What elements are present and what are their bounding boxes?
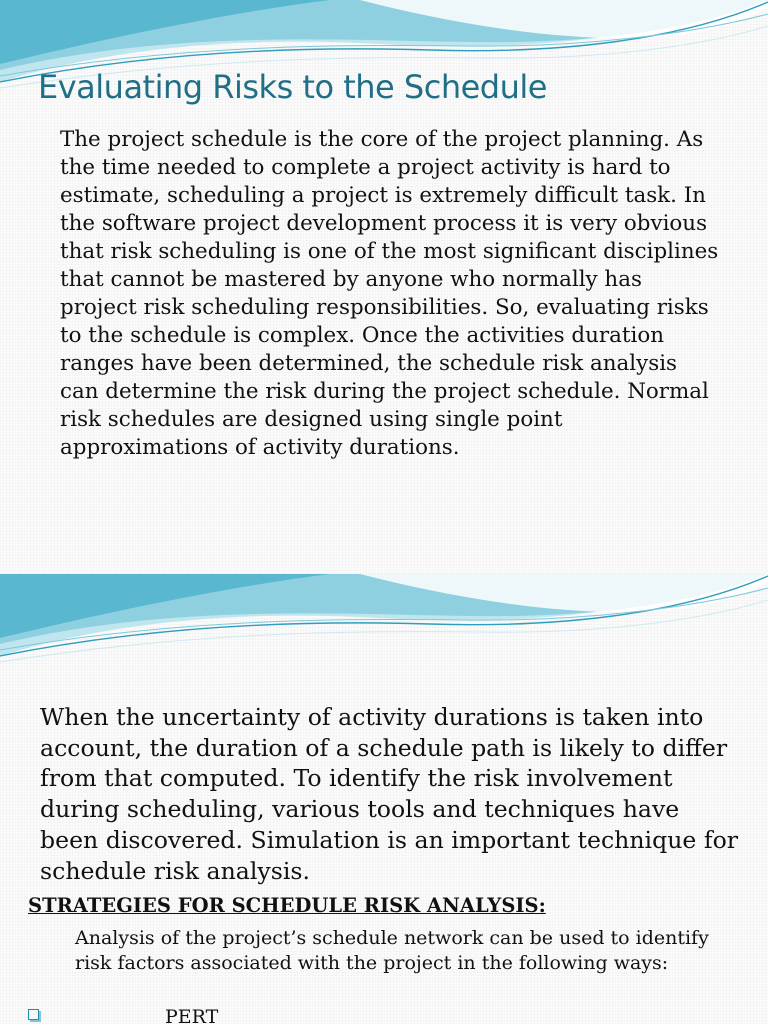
slide-2 [0, 574, 768, 1024]
bullet-label: PERT [165, 1006, 219, 1024]
slide-title: Evaluating Risks to the Schedule [38, 68, 547, 106]
hollow-square-bullet-icon [28, 1009, 39, 1020]
bullet-item [28, 1004, 328, 1024]
header-wave-decoration [0, 574, 768, 666]
body-paragraph: When the uncertainty of activity durations is taken into account, the duration of a schedule path is likely to differ from that computed. To identify the risk involvement during scheduling, various tools and techniques have been discovered. Simulation is an important technique for schedule risk analysis. [40, 703, 739, 885]
section-heading: STRATEGIES FOR SCHEDULE RISK ANALYSIS: [28, 894, 546, 917]
body-paragraph: The project schedule is the core of the project planning. As the time needed to complete a project activity is hard to estimate, scheduling a project is extremely difficult task. In the software project development process it is very obvious that risk scheduling is one of the most significant disciplines that cannot be mastered by anyone who normally has project risk scheduling responsibilities. So, evaluating risks to the schedule is complex. Once the activities duration ranges have been determined, the schedule risk analysis can determine the risk during the project schedule. Normal risk schedules are designed using single point approximations of activity durations. [60, 127, 719, 460]
intro-paragraph: Analysis of the project’s schedule network can be used to identify risk factors associated with the project in the following ways: [75, 927, 709, 974]
